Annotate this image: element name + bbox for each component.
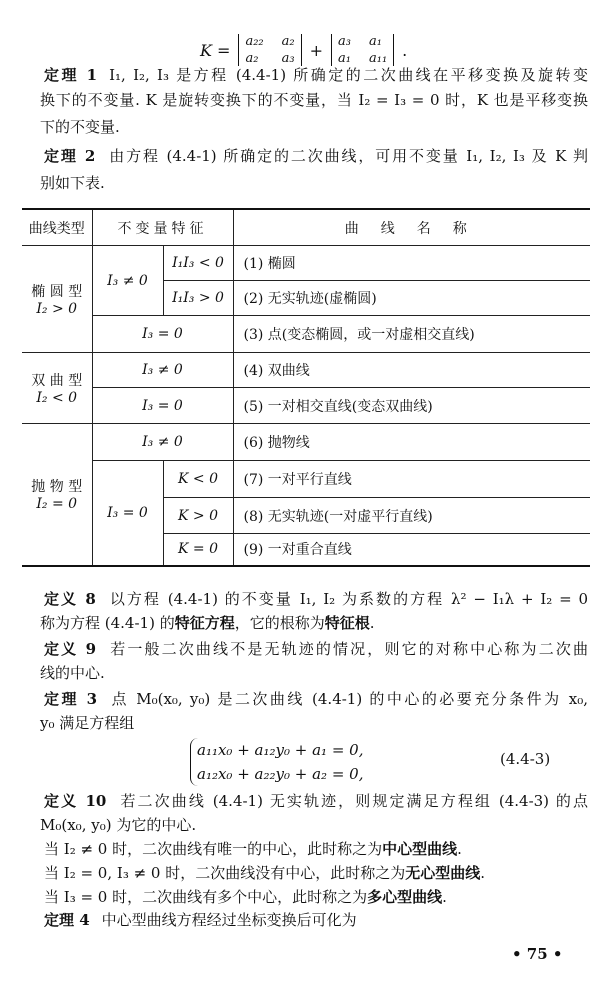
type-name: 双 曲 型 [31,373,83,389]
type-ellipse [22,246,92,353]
condition: I₃ ≠ 0 [92,424,233,461]
text: 以方程 (4.4-1) 的不变量 I₁, I₂ 为系数的方程 λ² − I₁λ + I₂ = 0 [107,590,588,608]
header-curve-type: 曲线类型 [22,209,92,246]
theorem-3-line: y₀ 满足方程组 [40,714,135,732]
text: I₁, I₂, I₃ 是方程 (4.4-1) 所确定的二次曲线在平移变换及旋转变 [109,66,588,84]
case-no-center [44,862,588,884]
det-entry: a₁₁ [368,51,388,66]
theorem-1-line [44,64,588,86]
formula-lhs: K = [200,40,231,60]
definition-8-line [40,612,588,634]
page-number: • 75 • [512,945,563,963]
text: . [457,840,462,858]
text: 当 I₂ = 0, I₃ ≠ 0 时，二次曲线没有中心，此时称之为 [44,864,406,882]
text: 由方程 (4.4-1) 所确定的二次曲线，可用不变量 I₁, I₂, I₃ 及 K 判 [107,147,588,165]
definition-9-line: 线的中心. [40,664,105,682]
condition: K > 0 [163,498,233,534]
text: . [369,614,375,632]
theorem-1-label: 定理 1 [44,66,98,84]
theorem-4-label: 定理 4 [44,911,90,929]
definition-9-line [44,638,588,660]
det-entry: a₂ [245,51,259,66]
type-condition: I₂ < 0 [36,390,78,406]
theorem-2-label: 定理 2 [44,147,96,165]
definition-8-label: 定义 8 [44,590,96,608]
condition: K < 0 [163,461,233,498]
determinant-2 [331,34,394,66]
header-invariant: 不变量特征 [92,209,233,246]
type-name: 椭 圆 型 [31,284,83,300]
type-name: 抛 物 型 [31,479,83,496]
det-entry: a₂ [281,34,295,49]
condition: I₃ ≠ 0 [92,246,163,316]
curve-name: (5) 一对相交直线(变态双曲线) [233,388,590,424]
det-entry: a₁ [368,34,382,49]
determinant-1 [238,34,301,66]
header-curve-name: 曲线名称 [233,209,590,246]
curve-name: (8) 无实轨迹(一对虚平行直线) [233,498,590,534]
theorem-4-line [44,909,588,931]
curve-name: (3) 点(变态椭圆，或一对虚相交直线) [233,316,590,353]
equation-row: a₁₂x₀ + a₂₂y₀ + a₂ = 0, [197,765,364,783]
condition: K = 0 [163,534,233,566]
condition: I₃ = 0 [92,461,163,566]
equation-system [190,738,363,786]
table-row [22,246,590,281]
table-header-row [22,209,590,246]
case-central [44,838,588,860]
det-entry: a₃ [338,34,351,49]
definition-10-line: M₀(x₀, y₀) 为它的中心. [40,816,197,834]
text: 当 I₃ = 0 时，二次曲线有多个中心，此时称之为 [44,888,368,906]
table-row [22,388,590,424]
term-multi-center-curve: 多心型曲线 [367,888,443,906]
theorem-3-label: 定理 3 [44,690,98,708]
curve-name: (4) 双曲线 [233,353,590,388]
text: 称为方程 (4.4-1) 的 [40,614,175,632]
case-multi-center [44,886,588,908]
term-characteristic-root: 特征根 [324,614,370,632]
text: 若二次曲线 (4.4-1) 无实轨迹，则规定满足方程组 (4.4-3) 的点 [118,792,588,810]
type-condition: I₂ > 0 [36,301,78,317]
term-central-curve: 中心型曲线 [382,840,458,858]
text: 点 M₀(x₀, y₀) 是二次曲线 (4.4-1) 的中心的必要充分条件为 x₀, [109,690,588,708]
det-entry: a₂₂ [245,34,264,49]
period: . [402,40,408,60]
curve-name: (2) 无实轨迹(虚椭圆) [233,281,590,316]
condition: I₁I₃ < 0 [163,246,233,281]
table-row [22,353,590,388]
type-hyperbola [22,353,92,424]
det-entry: a₁ [338,51,351,66]
condition: I₃ = 0 [92,388,233,424]
term-no-center-curve: 无心型曲线 [405,864,481,882]
table-row [22,424,590,461]
type-parabola [22,424,92,566]
theorem-2-line: 别如下表. [40,174,105,192]
det-entry: a₃ [281,51,295,66]
text: ，它的根称为 [234,614,325,632]
text: 中心型曲线方程经过坐标变换后可化为 [101,911,357,929]
theorem-3-line [44,688,588,710]
equation-number: (4.4-3) [500,750,551,768]
curve-name: (9) 一对重合直线 [233,534,590,566]
condition: I₃ ≠ 0 [92,353,233,388]
condition: I₁I₃ > 0 [163,281,233,316]
definition-10-line [44,790,588,812]
equation-row: a₁₁x₀ + a₁₂y₀ + a₁ = 0, [197,741,364,759]
theorem-2-line [44,145,588,167]
term-characteristic-equation: 特征方程 [174,614,235,632]
text: . [480,864,486,882]
text: 当 I₂ ≠ 0 时，二次曲线有唯一的中心，此时称之为 [44,840,383,858]
curve-name: (6) 抛物线 [233,424,590,461]
table-row [22,316,590,353]
curve-classification-table [22,208,590,567]
plus-sign: + [309,40,324,60]
curve-name: (1) 椭圆 [233,246,590,281]
definition-8-line [44,588,588,610]
text: . [442,888,447,906]
definition-9-label: 定义 9 [44,640,97,658]
theorem-1-line: 换下的不变量. K 是旋转变换下的不变量，当 I₂ = I₃ = 0 时，K 也是平移变换 [40,91,588,109]
condition: I₃ = 0 [92,316,233,353]
text: 若一般二次曲线不是无轨迹的情况，则它的对称中心称为二次曲 [108,640,588,658]
curve-name: (7) 一对平行直线 [233,461,590,498]
theorem-1-line: 下的不变量. [40,118,120,136]
type-condition: I₂ = 0 [36,496,78,513]
table-row [22,461,590,498]
definition-10-label: 定义 10 [44,792,107,810]
